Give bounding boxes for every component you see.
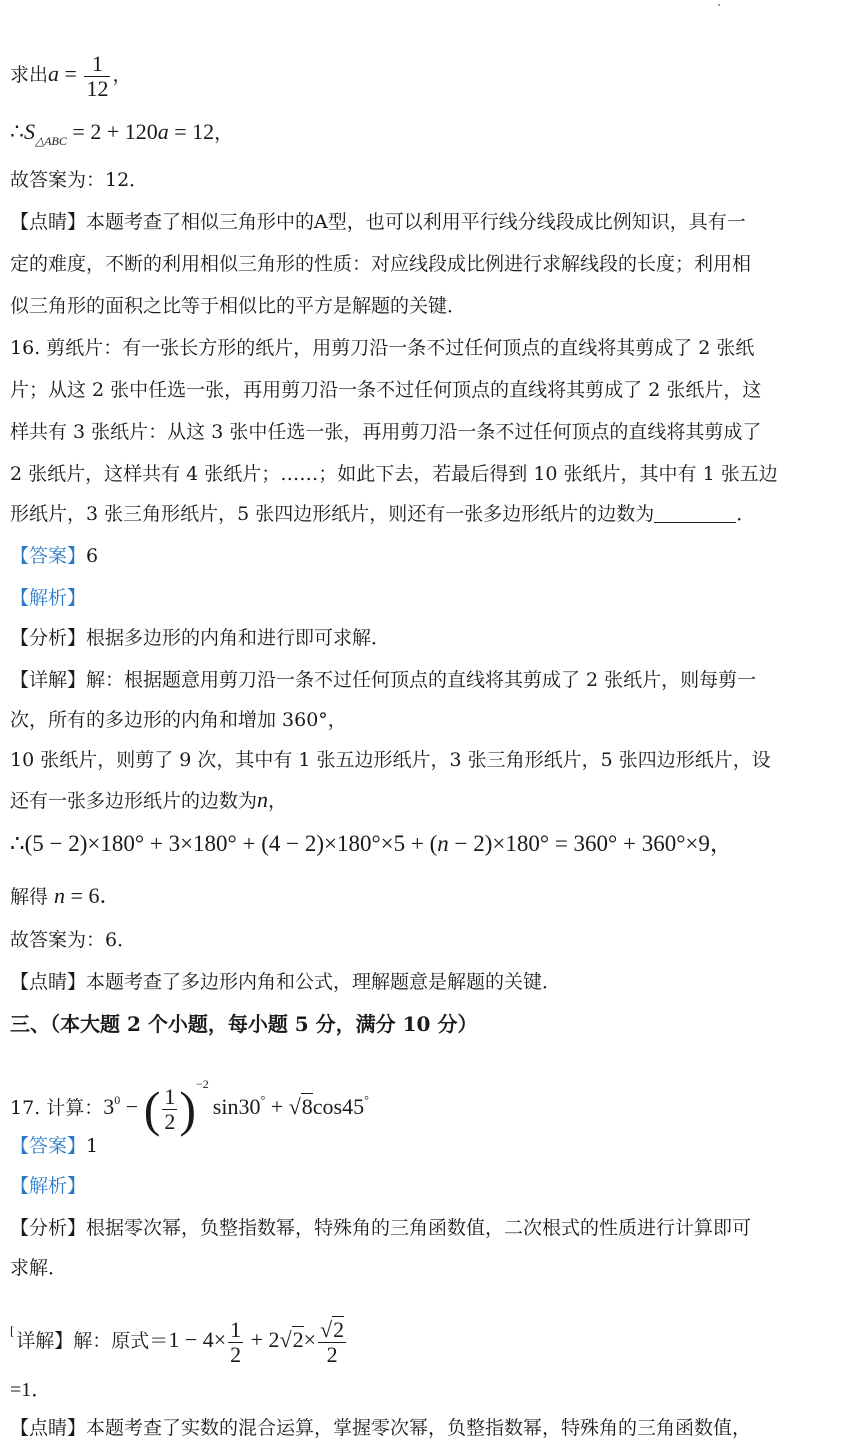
s16-question-l4: 2 张纸片，这样共有 4 张纸片；……；如此下去，若最后得到 10 张纸片，其中有 1 张五边 bbox=[10, 463, 778, 485]
math-expr: 1 − 4× bbox=[168, 1327, 227, 1352]
math-var: n bbox=[257, 787, 269, 812]
s16-solve bbox=[10, 884, 121, 909]
sqrt-symbol: √ bbox=[320, 1316, 333, 1342]
math-op: − bbox=[120, 1094, 144, 1119]
bracket-fragment: [ bbox=[10, 1325, 15, 1338]
answer-tag: 【答案】 bbox=[10, 545, 87, 567]
math-expr: = 2 + 120 bbox=[66, 119, 158, 144]
math-var: a bbox=[157, 119, 169, 144]
fraction-denominator: 2 bbox=[164, 1108, 176, 1134]
fraction bbox=[318, 1318, 346, 1367]
s16-xiangjie-l2: 次，所有的多边形的内角和增加 360°， bbox=[10, 709, 347, 731]
s16-fenxi: 【分析】根据多边形的内角和进行即可求解． bbox=[10, 627, 391, 649]
math-var: n bbox=[54, 883, 66, 908]
fraction-numerator bbox=[318, 1318, 346, 1342]
text: 求出 bbox=[10, 64, 49, 86]
fraction-numerator: 1 bbox=[230, 1316, 242, 1342]
text: ， bbox=[214, 122, 234, 144]
s16-question-l3: 样共有 3 张纸片：从这 3 张中任选一张，再用剪刀沿一条不过任何顶点的直线将其剪成了 bbox=[10, 421, 762, 443]
math-op: × bbox=[303, 1327, 317, 1352]
s16-xiangjie-l1: 【详解】解：根据题意用剪刀沿一条不过任何顶点的直线将其剪成了 2 张纸片，则每剪一 bbox=[10, 669, 757, 691]
text: 【点睛】本题考查了相似三角形中的A型，也可以利用平行线分线段成比例知识，具有一 bbox=[10, 211, 746, 233]
fraction bbox=[228, 1318, 243, 1367]
math-expr: − 2)×180° = 360° + 360°×9， bbox=[448, 831, 733, 856]
math-func: cos45 bbox=[312, 1094, 365, 1119]
subscript: △ABC bbox=[35, 134, 67, 148]
fraction bbox=[84, 52, 110, 101]
text: 定的难度，不断的利用相似三角形的性质：对应线段成比例进行求解线段的长度；利用相 bbox=[10, 253, 752, 275]
s16-jiexi-tag: 【解析】 bbox=[10, 587, 87, 609]
s16-question-l2: 片；从这 2 张中任选一张，再用剪刀沿一条不过任何顶点的直线将其剪成了 2 张纸片，这 bbox=[10, 379, 762, 401]
s15-answer-line: 故答案为：12． bbox=[10, 169, 149, 191]
s15-line-a-value bbox=[10, 44, 131, 105]
superscript: ° bbox=[260, 1093, 266, 1107]
s17-fenxi-l1 bbox=[10, 1216, 833, 1240]
s16-question-l1: 16. 剪纸片：有一张长方形的纸片，用剪刀沿一条不过任何顶点的直线将其剪成了 2 张纸 bbox=[10, 337, 755, 359]
math-var: S bbox=[24, 119, 35, 144]
text: 解得 bbox=[10, 886, 55, 908]
math-op: = bbox=[59, 61, 83, 86]
text: ， bbox=[112, 64, 132, 86]
right-paren: ) bbox=[179, 1081, 196, 1137]
text: 还有一张多边形纸片的边数为 bbox=[10, 790, 258, 812]
s16-note: 【点睛】本题考查了多边形内角和公式，理解题意是解题的关键． bbox=[10, 971, 562, 993]
s15-note-l3: 似三角形的面积之比等于相似比的平方是解题的关键． bbox=[10, 295, 467, 317]
superscript: 0 bbox=[114, 1093, 121, 1107]
therefore-symbol: ∴ bbox=[10, 119, 24, 144]
s15-area-line bbox=[10, 120, 233, 153]
s15-note-l2 bbox=[10, 252, 833, 276]
s16-answer-line: 故答案为：6． bbox=[10, 929, 137, 951]
s17-xiangjie bbox=[10, 1300, 348, 1373]
s16-xiangjie-l4 bbox=[10, 788, 287, 813]
fraction-denominator: 2 bbox=[230, 1341, 242, 1367]
text: 【分析】根据零次幂，负整指数幂，特殊角的三角函数值，二次根式的性质进行计算即可 bbox=[10, 1217, 752, 1239]
s17-jiexi-tag: 【解析】 bbox=[10, 1175, 87, 1197]
stray-dot bbox=[718, 4, 720, 6]
s16-answer bbox=[10, 544, 98, 568]
math-num: 3 bbox=[103, 1094, 115, 1119]
text: 详解】解：原式＝ bbox=[16, 1330, 169, 1352]
math-var: a bbox=[48, 61, 60, 86]
s16-equation bbox=[10, 832, 733, 856]
section-heading: 三、（本大题 2 个小题，每小题 5 分，满分 10 分） bbox=[10, 1012, 478, 1036]
fraction bbox=[162, 1085, 177, 1134]
text: 形纸片，3 张三角形纸片，5 张四边形纸片，则还有一张多边形纸片的边数为 bbox=[10, 503, 655, 525]
math-expr: ∴(5 − 2)×180° + 3×180° + (4 − 2)×180°×5 + ( bbox=[10, 831, 438, 856]
superscript: −2 bbox=[196, 1077, 209, 1091]
s17-note: 【点睛】本题考查了实数的混合运算，掌握零次幂，负整指数幂，特殊角的三角函数值， bbox=[10, 1417, 752, 1439]
sqrt-radicand: 2 bbox=[292, 1327, 304, 1352]
s17-answer bbox=[10, 1134, 98, 1158]
math-expr: = 12 bbox=[168, 119, 215, 144]
s17-question bbox=[10, 1052, 369, 1140]
math-op: + bbox=[265, 1094, 289, 1119]
sqrt-radicand: 2 bbox=[333, 1316, 345, 1342]
math-expr: = 6． bbox=[65, 883, 122, 908]
math-var: n bbox=[437, 831, 449, 856]
superscript: ° bbox=[364, 1093, 369, 1107]
s17-result: =1． bbox=[10, 1379, 52, 1401]
fraction-numerator: 1 bbox=[164, 1083, 176, 1109]
s15-note-l1 bbox=[10, 210, 833, 234]
s17-fenxi-l2: 求解． bbox=[10, 1257, 68, 1279]
math-func: sin30 bbox=[212, 1094, 261, 1119]
answer-tag: 【答案】 bbox=[10, 1135, 87, 1157]
sqrt-symbol: √ bbox=[288, 1094, 301, 1119]
answer-value: 6 bbox=[86, 545, 99, 567]
text: 17. 计算： bbox=[10, 1097, 104, 1119]
math-expr: + 2 bbox=[245, 1327, 280, 1352]
fraction-denominator: 2 bbox=[326, 1341, 338, 1367]
fraction-denominator: 12 bbox=[86, 75, 109, 101]
s16-question-l5 bbox=[10, 502, 755, 526]
s16-xiangjie-l3: 10 张纸片，则剪了 9 次，其中有 1 张五边形纸片，3 张三角形纸片，5 张四边形纸片，设 bbox=[10, 749, 771, 771]
sqrt-radicand: 8 bbox=[301, 1094, 313, 1119]
text: ， bbox=[268, 790, 288, 812]
text: ． bbox=[736, 503, 756, 525]
left-paren: ( bbox=[143, 1081, 161, 1137]
sqrt-symbol: √ bbox=[279, 1327, 292, 1352]
answer-blank bbox=[654, 504, 736, 523]
fraction-numerator: 1 bbox=[91, 50, 103, 76]
answer-value: 1 bbox=[86, 1135, 99, 1157]
